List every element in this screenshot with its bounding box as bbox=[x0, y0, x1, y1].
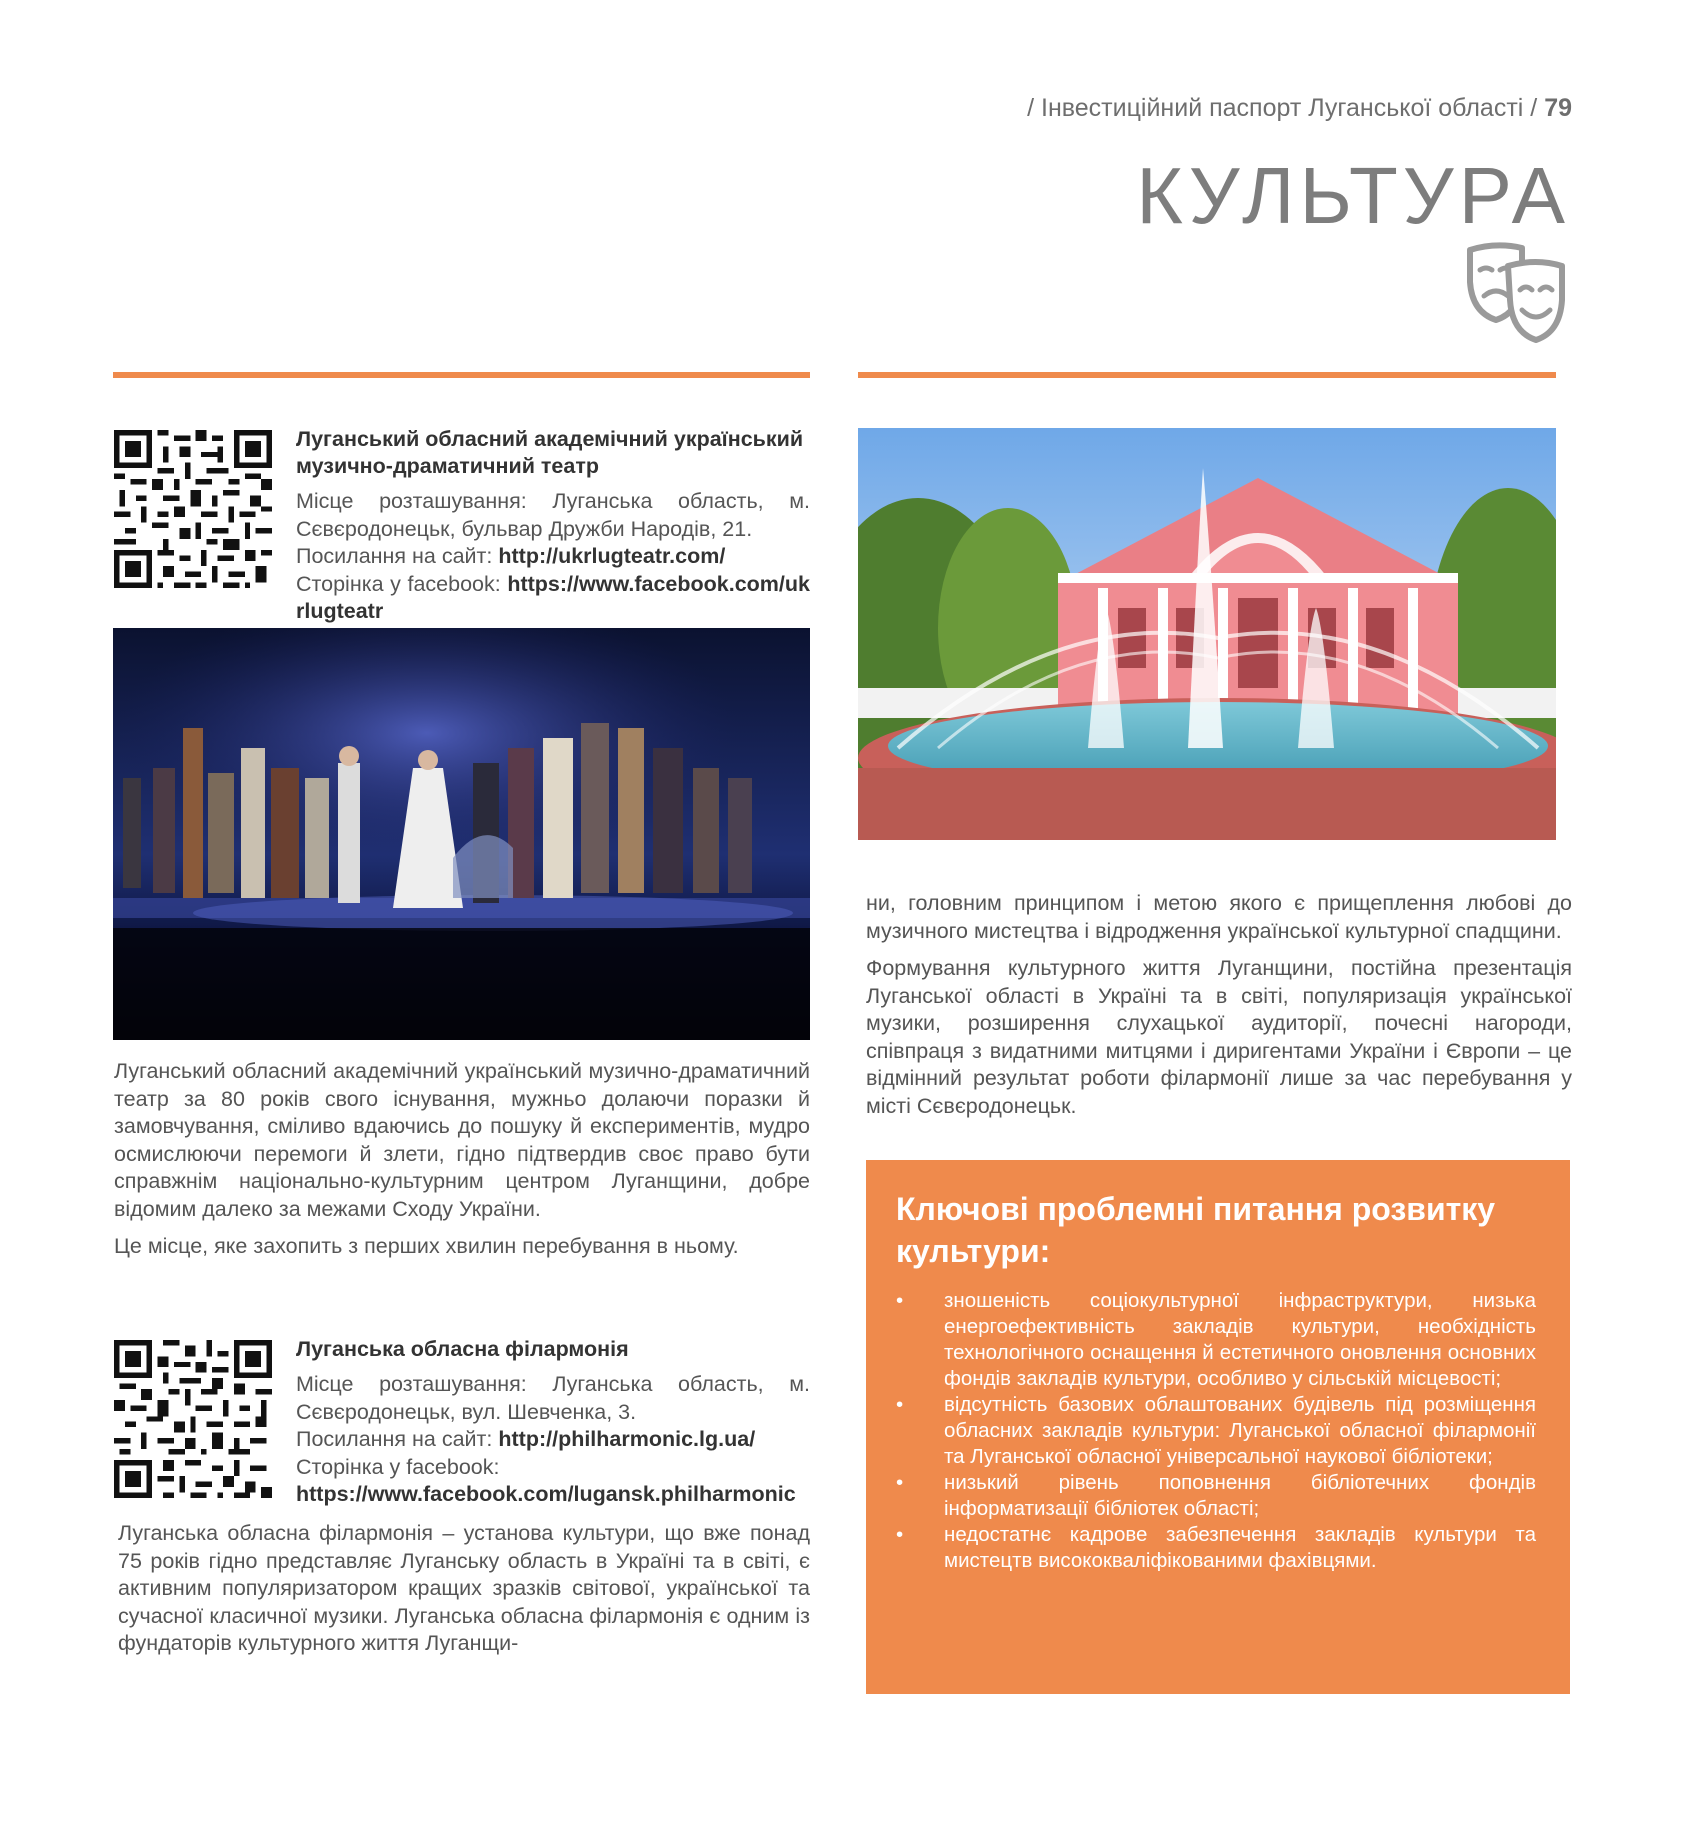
theatre-title: Луганський обласний академічний український музично-драматичний театр bbox=[296, 427, 804, 478]
page-number: 79 bbox=[1544, 94, 1572, 122]
key-problems-title: Ключові проблемні питання розвитку культури: bbox=[896, 1191, 1496, 1269]
running-head bbox=[1027, 94, 1572, 123]
philharmonic-description-left bbox=[118, 1520, 810, 1668]
problem-item-1: зношеність соціокультурної інфраструктури, низька енергоефективність закладів культури, необхідність технологічного оснащення й естетичного оновлення основних фондів закладів культури, особливо у сільській місцевості; bbox=[944, 1289, 1536, 1390]
theatre-details bbox=[296, 488, 810, 626]
theatre-masks-icon bbox=[1466, 240, 1566, 345]
left-column-rule bbox=[113, 372, 810, 378]
bullet: • bbox=[896, 1471, 904, 1494]
philharmonic-description-right bbox=[866, 890, 1572, 1130]
list-item bbox=[896, 1522, 1536, 1574]
theatre-stage-photo bbox=[113, 628, 810, 1040]
philharmonic-paragraph-2: ни, головним принципом і метою якого є прищеплення любові до музичного мистецтва і відродження української культурної спадщини. bbox=[866, 891, 1572, 943]
list-item bbox=[896, 1470, 1536, 1522]
running-head-text: / Інвестиційний паспорт Луганської області / bbox=[1027, 94, 1538, 122]
key-problems-box bbox=[866, 1160, 1570, 1694]
problem-item-2: відсутність базових облаштованих будівель під розміщення обласних закладів культури: Луганської обласної філармонії та Луганської обласної універсальної наукової бібліотеки; bbox=[944, 1393, 1536, 1468]
philharmonic-title: Луганська обласна філармонія bbox=[296, 1337, 629, 1361]
philharmonic-facebook-link[interactable]: https://www.facebook.com/lugansk.philharmonic bbox=[296, 1482, 796, 1506]
theatre-qr-code[interactable] bbox=[114, 430, 272, 588]
philharmonic-facebook-label: Сторінка у facebook: bbox=[296, 1454, 500, 1479]
theatre-paragraph-2: Це місце, яке захопить з перших хвилин перебування в ньому. bbox=[114, 1234, 739, 1258]
philharmonic-paragraph-3: Формування культурного життя Луганщини, постійна презентація Луганської області в Україні та в світі, популяризація української музики, розширення слухацької аудиторії, почесні нагороди, співпраця з видатними митцями і диригентами України і Європи – це відмінний результат роботи філармонії лише за час перебування у місті Сєвєродонецьк. bbox=[866, 956, 1572, 1118]
problem-item-3: низький рівень поповнення бібліотечних фондів інформатизації бібліотек області; bbox=[944, 1471, 1536, 1520]
right-column-rule bbox=[858, 372, 1556, 378]
philharmonic-site-link[interactable]: http://philharmonic.lg.ua/ bbox=[498, 1427, 756, 1451]
philharmonic-building-photo bbox=[858, 428, 1556, 840]
philharmonic-details bbox=[296, 1371, 810, 1509]
problem-item-4: недостатнє кадрове забезпечення закладів культури та мистецтв висококваліфікованими фахівцями. bbox=[944, 1523, 1536, 1572]
theatre-facebook-label: Сторінка у facebook: bbox=[296, 571, 501, 596]
philharmonic-location: Місце розташування: Луганська область, м. Сєвєродонецьк, вул. Шевченка, 3. bbox=[296, 1372, 810, 1424]
theatre-site-label: Посилання на сайт: bbox=[296, 544, 493, 568]
bullet: • bbox=[896, 1393, 904, 1416]
philharmonic-qr-code[interactable] bbox=[114, 1340, 272, 1498]
theatre-info bbox=[296, 426, 810, 626]
theatre-facebook-link[interactable]: https://www.facebook.com/ukrlugteatr bbox=[296, 571, 810, 623]
section-title: КУЛЬТУРА bbox=[1136, 151, 1570, 240]
philharmonic-info bbox=[296, 1336, 810, 1509]
key-problems-list bbox=[896, 1288, 1536, 1574]
theatre-site-link[interactable]: http://ukrlugteatr.com/ bbox=[498, 544, 726, 568]
philharmonic-site-label: Посилання на сайт: bbox=[296, 1427, 493, 1451]
philharmonic-paragraph-1: Луганська обласна філармонія – установа культури, що вже понад 75 років гідно представляє Луганську область в Україні та в світі, є активним популяризатором кращих зразків світової, української та сучасної класичної музики. Луганська обласна філармонія є одним із фундаторів культурного життя Луганщи- bbox=[118, 1521, 810, 1655]
bullet: • bbox=[896, 1289, 904, 1312]
theatre-description bbox=[114, 1058, 810, 1271]
list-item bbox=[896, 1392, 1536, 1470]
theatre-location: Місце розташування: Луганська область, м. Сєвєродонецьк, бульвар Дружби Народів, 21. bbox=[296, 489, 810, 541]
list-item bbox=[896, 1288, 1536, 1392]
theatre-paragraph-1: Луганський обласний академічний український музично-драматичний театр за 80 років свого існування, мужньо долаючи поразки й замовчування, сміливо вдаючись до пошуку й експериментів, мудро осмислюючи перемоги й злети, гідно підтвердив своє право бути справжнім національно-культурним центром Луганщини, добре відомим далеко за межами Сходу України. bbox=[114, 1059, 810, 1221]
bullet: • bbox=[896, 1523, 904, 1546]
